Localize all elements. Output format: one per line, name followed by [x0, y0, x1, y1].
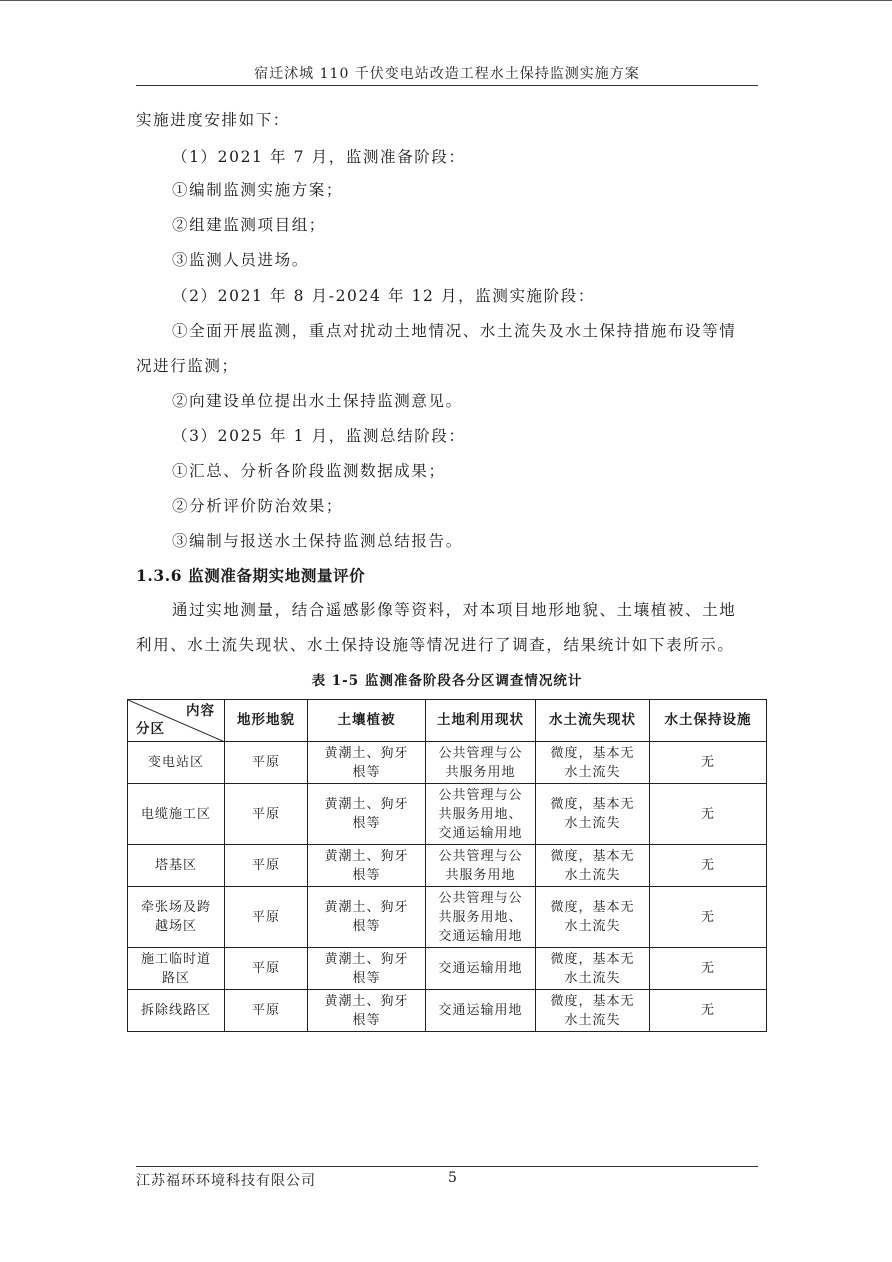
erosion-status-cell-line: 水土流失: [564, 816, 621, 831]
land-use-cell: [426, 948, 536, 990]
zone-cell: [128, 845, 225, 887]
zone-cell-line: 塔基区: [154, 858, 197, 873]
stage2-item-line1: ①全面开展监测，重点对扰动土地情况、水土流失及水土保持措施布设等情: [172, 322, 737, 340]
header-terrain: 地形地貌: [225, 700, 308, 742]
erosion-status-cell-line: 微度，基本无: [550, 745, 635, 761]
stage2-item: ②向建设单位提出水土保持监测意见。: [172, 392, 463, 410]
terrain-cell: 平原: [225, 784, 308, 845]
section-paragraph-line2: 利用、水土流失现状、水土保持设施等情况进行了调查，结果统计如下表所示。: [136, 636, 735, 654]
soil-vegetation-cell: [308, 845, 426, 887]
land-use-cell-line: 共服务用地: [445, 867, 516, 883]
land-use-cell: [426, 784, 536, 845]
erosion-status-cell-line: 水土流失: [564, 764, 621, 780]
stage1-title: （1）2021 年 7 月，监测准备阶段：: [172, 148, 466, 166]
soil-vegetation-cell-line: 黄潮土、狗牙: [324, 745, 409, 761]
header-erosion-status: 水土流失现状: [536, 700, 650, 742]
zone-cell-line: 变电站区: [147, 755, 204, 770]
zone-cell-line: 越场区: [154, 919, 197, 934]
zone-cell-line: 电缆施工区: [140, 806, 211, 822]
header-conservation-facility: 水土保持设施: [650, 700, 767, 742]
survey-table: [127, 699, 767, 1032]
erosion-status-cell: [536, 990, 650, 1032]
table-row: [128, 845, 767, 887]
land-use-cell-line: 交通运输用地: [438, 825, 523, 841]
soil-vegetation-cell-line: 根等: [352, 1012, 381, 1028]
corner-header-cell: [128, 700, 225, 742]
zone-cell-line: 路区: [161, 970, 190, 986]
land-use-cell-line: 交通运输用地: [438, 1003, 523, 1018]
stage1-item: ③监测人员进场。: [172, 251, 309, 269]
header-soil-vegetation: 土壤植被: [308, 700, 426, 742]
zone-cell: [128, 990, 225, 1032]
soil-vegetation-cell: [308, 990, 426, 1032]
land-use-cell-line: 共服务用地、: [438, 909, 523, 925]
land-use-cell-line: 公共管理与公: [438, 787, 523, 803]
stage2-item-line2: 况进行监测；: [136, 357, 239, 375]
table-header-row: [128, 700, 767, 742]
footer-rule: [136, 1166, 758, 1167]
soil-vegetation-cell-line: 黄潮土、狗牙: [324, 797, 409, 812]
land-use-cell-line: 共服务用地、: [438, 806, 523, 822]
soil-vegetation-cell-line: 根等: [352, 970, 381, 986]
table-row: [128, 742, 767, 784]
erosion-status-cell-line: 水土流失: [564, 1012, 621, 1028]
zone-cell: [128, 742, 225, 784]
soil-vegetation-cell-line: 黄潮土、狗牙: [324, 993, 409, 1009]
stage3-title: （3）2025 年 1 月，监测总结阶段：: [172, 427, 466, 445]
soil-vegetation-cell: [308, 948, 426, 990]
erosion-status-cell: [536, 887, 650, 948]
zone-cell-line: 施工临时道: [140, 951, 211, 967]
erosion-status-cell: [536, 948, 650, 990]
soil-vegetation-cell-line: 根等: [352, 816, 381, 831]
conservation-facility-cell: 无: [650, 948, 767, 990]
table-row: [128, 784, 767, 845]
running-header-title: 宿迁沭城 110 千伏变电站改造工程水土保持监测实施方案: [254, 66, 640, 82]
header-rule: [136, 85, 758, 86]
terrain-cell: 平原: [225, 990, 308, 1032]
erosion-status-cell: [536, 784, 650, 845]
zone-cell: [128, 887, 225, 948]
stage3-item: ③编制与报送水土保持监测总结报告。: [172, 532, 463, 550]
erosion-status-cell-line: 水土流失: [564, 970, 621, 986]
land-use-cell: [426, 845, 536, 887]
zone-cell: [128, 948, 225, 990]
conservation-facility-cell: 无: [650, 742, 767, 784]
section-paragraph-line1: 通过实地测量，结合遥感影像等资料，对本项目地形地貌、土壤植被、土地: [172, 601, 737, 619]
land-use-cell: [426, 887, 536, 948]
stage3-item: ①汇总、分析各阶段监测数据成果；: [172, 462, 446, 480]
land-use-cell-line: 交通运输用地: [438, 961, 523, 976]
conservation-facility-cell: 无: [650, 784, 767, 845]
soil-vegetation-cell-line: 根等: [352, 764, 381, 780]
conservation-facility-cell: 无: [650, 887, 767, 948]
table-row: [128, 990, 767, 1032]
page-number: 5: [448, 1170, 457, 1186]
footer-company: 江苏福环环境科技有限公司: [136, 1173, 316, 1189]
erosion-status-cell-line: 水土流失: [564, 919, 621, 934]
table-row: [128, 887, 767, 948]
section-heading: 1.3.6 监测准备期实地测量评价: [136, 566, 366, 585]
terrain-cell: 平原: [225, 948, 308, 990]
header-land-use: 土地利用现状: [426, 700, 536, 742]
soil-vegetation-cell: [308, 887, 426, 948]
erosion-status-cell-line: 微度，基本无: [550, 993, 635, 1009]
conservation-facility-cell: 无: [650, 990, 767, 1032]
erosion-status-cell-line: 微度，基本无: [550, 797, 635, 812]
erosion-status-cell-line: 水土流失: [564, 867, 621, 883]
erosion-status-cell-line: 微度，基本无: [550, 848, 635, 864]
table-row: [128, 948, 767, 990]
soil-vegetation-cell-line: 黄潮土、狗牙: [324, 848, 409, 864]
erosion-status-cell: [536, 845, 650, 887]
conservation-facility-cell: 无: [650, 845, 767, 887]
soil-vegetation-cell-line: 根等: [352, 867, 381, 883]
zone-cell: [128, 784, 225, 845]
land-use-cell-line: 公共管理与公: [438, 745, 523, 761]
zone-cell-line: 拆除线路区: [140, 1003, 211, 1018]
soil-vegetation-cell-line: 黄潮土、狗牙: [324, 951, 409, 967]
stage2-title: （2）2021 年 8 月-2024 年 12 月，监测实施阶段：: [172, 287, 595, 305]
land-use-cell-line: 公共管理与公: [438, 890, 523, 906]
terrain-cell: 平原: [225, 742, 308, 784]
erosion-status-cell: [536, 742, 650, 784]
corner-label-zone: 分区: [136, 721, 165, 737]
land-use-cell-line: 交通运输用地: [438, 928, 523, 944]
stage1-item: ①编制监测实施方案；: [172, 181, 344, 199]
terrain-cell: 平原: [225, 845, 308, 887]
land-use-cell-line: 共服务用地: [445, 764, 516, 780]
soil-vegetation-cell: [308, 784, 426, 845]
table-caption: 表 1-5 监测准备阶段各分区调查情况统计: [311, 673, 583, 689]
soil-vegetation-cell-line: 根等: [352, 919, 381, 934]
land-use-cell: [426, 742, 536, 784]
corner-label-content: 内容: [186, 703, 215, 719]
soil-vegetation-cell: [308, 742, 426, 784]
schedule-intro: 实施进度安排如下：: [136, 111, 290, 129]
stage1-item: ②组建监测项目组；: [172, 216, 326, 234]
erosion-status-cell-line: 微度，基本无: [550, 900, 635, 915]
erosion-status-cell-line: 微度，基本无: [550, 951, 635, 967]
terrain-cell: 平原: [225, 887, 308, 948]
page-top-border: [0, 0, 892, 1]
soil-vegetation-cell-line: 黄潮土、狗牙: [324, 900, 409, 915]
stage3-item: ②分析评价防治效果；: [172, 497, 344, 515]
land-use-cell-line: 公共管理与公: [438, 848, 523, 864]
land-use-cell: [426, 990, 536, 1032]
zone-cell-line: 牵张场及跨: [140, 900, 211, 915]
